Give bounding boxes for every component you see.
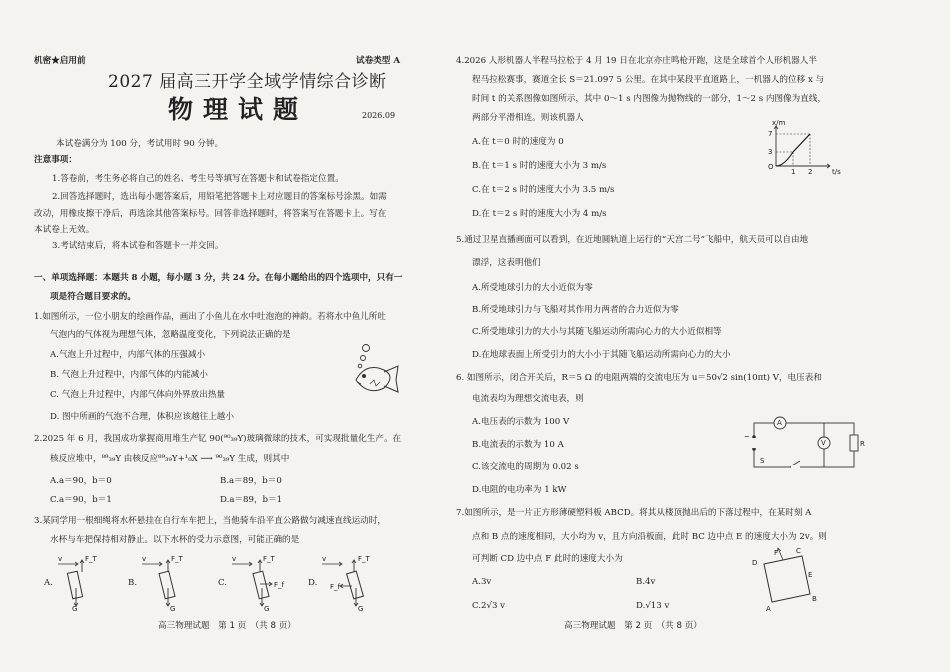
- q3-b-v: v: [142, 555, 147, 563]
- q2-option-a: A.a＝90，b＝0: [50, 476, 112, 486]
- q4-graph-origin: O: [768, 163, 774, 171]
- fish-drawing: [326, 340, 406, 400]
- footer-page-1: 高三物理试题 第 1 页 （共 8 页）: [158, 621, 296, 631]
- notice-2c: 本试卷上无效。: [34, 225, 95, 235]
- q4-stem-a: 4.2026 人形机器人半程马拉松于 4 月 19 日在北京亦庄鸣枪开跑，这是全球首个人形机器人半: [456, 56, 817, 66]
- q6-option-b: B.电流表的示数为 10 A: [472, 440, 564, 450]
- q3-b-g: G: [170, 605, 176, 613]
- q1-stem-a: 1.如图所示，一位小朋友的绘画作品，画出了小鱼儿在水中吐泡泡的神韵。若将水中鱼儿所吐: [34, 312, 386, 322]
- q3-a-v: v: [58, 555, 63, 563]
- q7-point-b: B: [812, 595, 817, 603]
- q4-graph-x1: 1: [791, 168, 796, 176]
- q3-d-ff: F_f: [330, 583, 340, 591]
- q5-option-b: B.所受地球引力与飞船对其作用力两者的合力近似为零: [472, 305, 679, 315]
- q6-stem-b: 电流表均为理想交流电表，则: [472, 394, 584, 404]
- q3-label-b: B.: [128, 578, 138, 588]
- q3-label-d: D.: [308, 578, 318, 588]
- q4-stem-b: 程马拉松赛事，赛道全长 S＝21.097 5 公里。在其中某段平直道路上，一机器人的位移 x 与: [472, 75, 825, 85]
- q3-a-ft: F_T: [85, 555, 97, 563]
- q5-option-d: D.在地球表面上所受引力的大小小于其随飞船运动所需向心力的大小: [472, 350, 731, 360]
- q7-point-a: A: [766, 605, 771, 613]
- notice-1: 1.答卷前，考生务必将自己的姓名、考生号等填写在答题卡和试卷指定位置。: [52, 174, 344, 184]
- q7-point-d: D: [752, 559, 758, 567]
- q3-c-v: v: [232, 555, 237, 563]
- q3-d-ft: F_T: [358, 555, 370, 563]
- q2-stem-b: 核反应堆中，⁸⁹₃₉Y 由核反应⁸⁹₃₉Y+¹₀X ⟶ ⁹⁰₃₉Y 生成，则其中: [50, 454, 290, 464]
- q5-stem-a: 5.通过卫星直播画面可以看到，在近地圆轨道上运行的“天宫二号”飞船中，航天员可以自由地: [456, 235, 809, 245]
- q6-voltmeter-label: V: [821, 439, 826, 447]
- q4-graph-xlabel: t/s: [832, 168, 841, 176]
- q6-option-c: C.该交流电的周期为 0.02 s: [472, 462, 579, 472]
- q3-a-g: G: [72, 605, 78, 613]
- section-1-a: 一、单项选择题：本题共 8 小题，每小题 3 分，共 24 分。在每小题给出的四个选项中，只有一: [34, 273, 403, 283]
- q4-stem-c: 时间 t 的关系图像如图所示，其中 0～1 s 内图像为抛物线的一部分，1～2 s 内图像为直线，: [472, 94, 827, 104]
- q7-option-d: D.√13 v: [636, 601, 670, 611]
- q6-switch-label: S: [760, 457, 765, 465]
- q2-option-b: B.a＝89，b＝0: [220, 476, 282, 486]
- secret-label: 机密★启用前: [34, 56, 86, 66]
- q4-graph-x2: 2: [808, 168, 813, 176]
- q5-option-a: A.所受地球引力的大小近似为零: [472, 283, 593, 293]
- q7-stem-c: 可判断 CD 边中点 F 此时的速度大小为: [472, 554, 623, 564]
- q2-option-d: D.a＝89，b＝1: [220, 495, 283, 505]
- section-1-b: 项是符合题目要求的。: [50, 292, 136, 302]
- q1-option-a: A.气泡上升过程中，内部气体的压强减小: [50, 350, 206, 360]
- q3-c-ff: F_f: [274, 581, 284, 589]
- score-time: 本试卷满分为 100 分，考试用时 90 分钟。: [56, 139, 224, 149]
- q3-d-v: v: [322, 555, 327, 563]
- q7-point-f: F: [774, 549, 779, 557]
- q1-option-d: D. 图中所画的气泡不合理，体积应该越往上越小: [50, 412, 234, 422]
- footer-page-2: 高三物理试题 第 2 页 （共 8 页）: [564, 621, 702, 631]
- notice-2a: 2.回答选择题时，选出每小题答案后，用铅笔把答题卡上对应题目的答案标号涂黑。如需: [52, 192, 387, 202]
- q6-ammeter-label: A: [777, 419, 782, 427]
- notice-2b: 改动，用橡皮擦干净后，再选涂其他答案标号。回答非选择题时，将答案写在答题卡上。写在: [34, 209, 387, 219]
- q4-option-d: D.在 t＝2 s 时的速度大小为 4 m/s: [472, 209, 607, 219]
- notice-title: 注意事项：: [34, 155, 77, 165]
- q4-option-c: C.在 t＝2 s 时的速度大小为 3.5 m/s: [472, 185, 615, 195]
- q7-option-b: B.4v: [636, 577, 656, 587]
- q3-stem-b: 水杯与车把保持相对静止。以下水杯的受力示意图，可能正确的是: [50, 535, 300, 545]
- q4-xt-graph: [764, 122, 834, 172]
- q7-stem-b: 点和 B 点的速度相同，大小均为 v，且方向沿板面，此时 BC 边中点 E 的速度大小为 2v。则: [472, 532, 827, 542]
- q6-resistor-label: R: [860, 440, 865, 448]
- q4-stem-d: 两部分平滑相连。则该机器人: [472, 113, 584, 123]
- q5-option-c: C.所受地球引力的大小与其随飞船运动所需向心力的大小近似相等: [472, 327, 722, 337]
- q3-diagram-a: [56, 558, 116, 612]
- q3-stem-a: 3.某同学用一根细绳将水杯悬挂在自行车车把上，当他骑车沿平直公路做匀减速直线运动时，: [34, 516, 386, 526]
- q3-b-ft: F_T: [171, 555, 183, 563]
- q1-option-c: C. 气泡上升过程中，内部气体向外界放出热量: [50, 390, 226, 400]
- q4-graph-y3: 3: [768, 148, 773, 156]
- q3-c-ft: F_T: [263, 555, 275, 563]
- notice-3: 3.考试结束后，将本试卷和答题卡一并交回。: [52, 241, 224, 251]
- q3-d-g: G: [358, 605, 364, 613]
- q7-option-a: A.3v: [472, 577, 492, 587]
- q7-option-c: C.2√3 v: [472, 601, 505, 611]
- q5-stem-b: 漂浮，这表明他们: [472, 258, 541, 268]
- q6-option-a: A.电压表的示数为 100 V: [472, 417, 570, 427]
- q6-source-label: ~: [744, 433, 750, 441]
- q1-option-b: B. 气泡上升过程中，内部气体的内能减小: [50, 370, 208, 380]
- q3-label-a: A.: [44, 578, 53, 588]
- q4-graph-ylabel: x/m: [772, 119, 786, 127]
- q6-stem-a: 6. 如图所示，闭合开关后，R＝5 Ω 的电阻两端的交流电压为 u＝50√2 sin(10πt) V，电压表和: [456, 373, 822, 383]
- paper-type: 试卷类型 A: [356, 56, 401, 66]
- q4-option-b: B.在 t＝1 s 时的速度大小为 3 m/s: [472, 161, 607, 171]
- q4-option-a: A.在 t＝0 时的速度为 0: [472, 137, 564, 147]
- q7-stem-a: 7.如图所示，是一片正方形薄硬塑料板 ABCD。将其从楼顶抛出后的下落过程中，在某时刻 A: [456, 508, 812, 518]
- q2-option-c: C.a＝90，b＝1: [50, 495, 112, 505]
- q3-c-g: G: [264, 605, 270, 613]
- q3-label-c: C.: [218, 578, 228, 588]
- q6-option-d: D.电阻的电功率为 1 kW: [472, 485, 567, 495]
- q7-point-c: C: [796, 547, 801, 555]
- q3-diagram-d: [320, 558, 380, 612]
- q1-stem-b: 气泡内的气体视为理想气体，忽略温度变化，下列说法正确的是: [50, 330, 291, 340]
- subject-title: 物理试题: [168, 95, 309, 124]
- q4-graph-y7: 7: [768, 130, 773, 138]
- exam-date: 2026.09: [362, 111, 396, 120]
- q2-stem-a: 2.2025 年 6 月，我国成功掌握商用堆生产钇 90(⁹⁰₃₉Y)玻璃微球的技术，可实现批量化生产。在: [34, 434, 402, 444]
- q7-point-e: E: [808, 571, 813, 579]
- exam-title: 2027 届高三开学全域学情综合诊断: [108, 72, 387, 92]
